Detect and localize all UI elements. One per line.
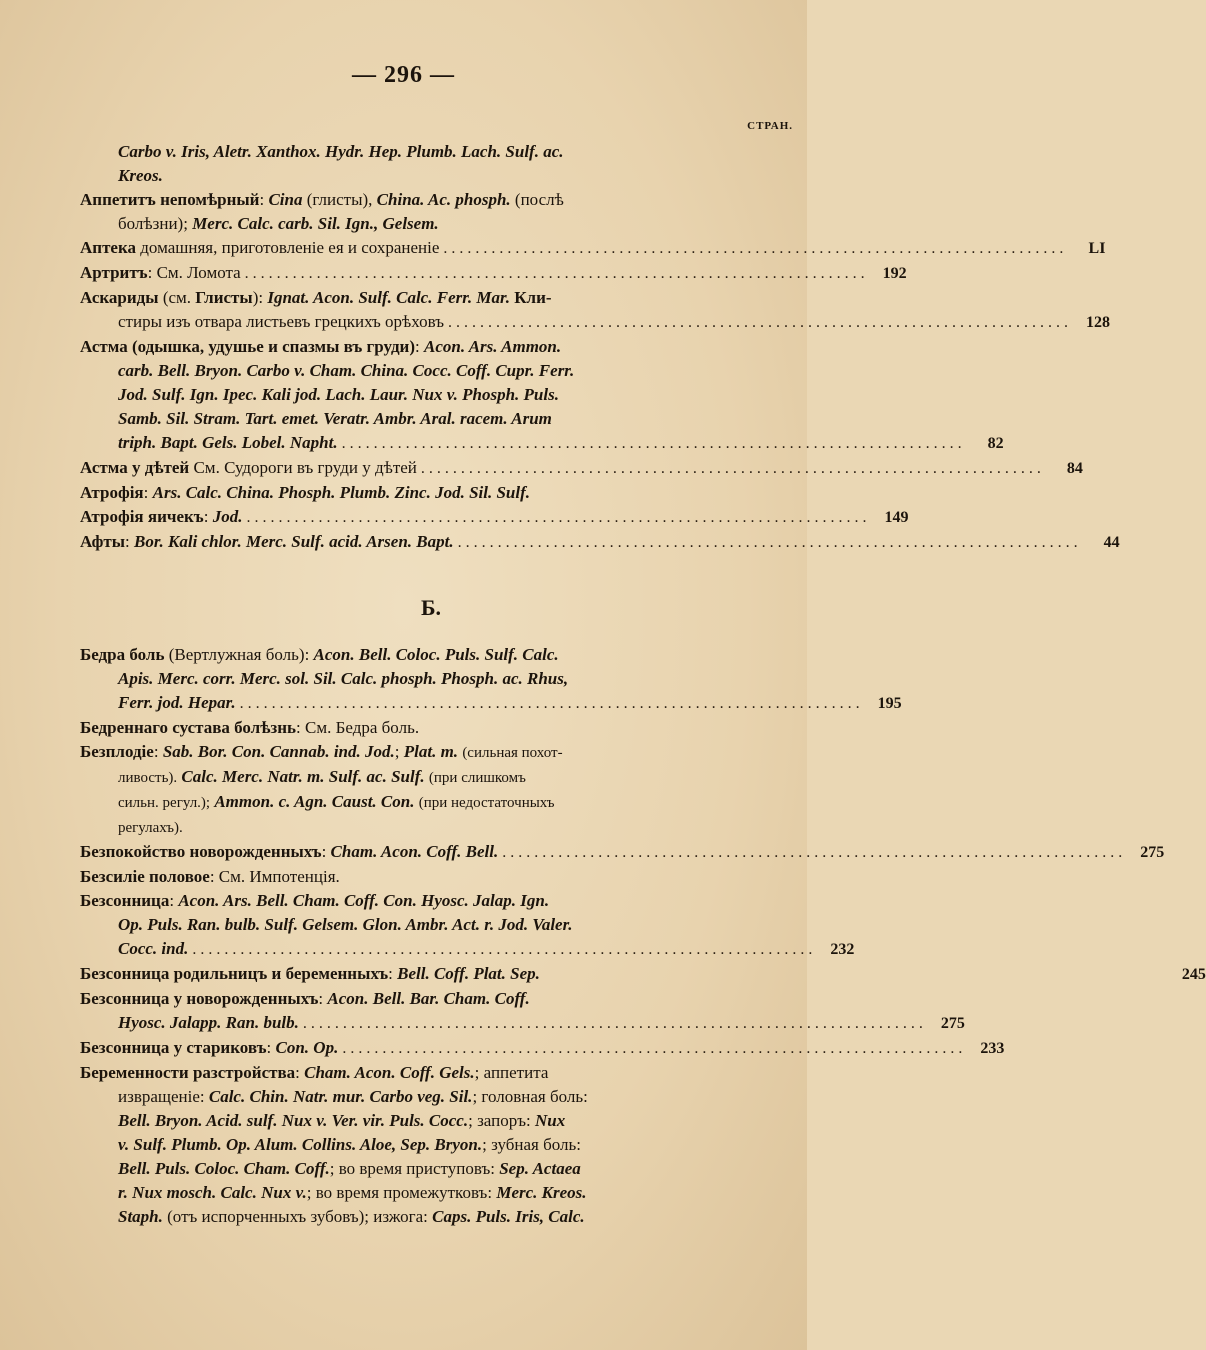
entry-text: Jod. Sulf. Ign. Ipec. Kali jod. Lach. Laur. Nux v. Phosph. Puls. [118,385,559,404]
index-entry-line [80,1157,782,1181]
entry-text: Bell. Bryon. Acid. sulf. Nux v. Ver. vir. Puls. Cocc.; запоръ: Nux [118,1111,566,1130]
dot-leader [458,531,1078,555]
index-entry-line [80,1085,782,1109]
index-entry-line [80,481,782,505]
index-entry [80,456,1083,481]
index-entry [80,865,782,889]
index-entry-line [80,188,782,212]
index-entry-line [80,456,1083,481]
index-entry-line [80,1205,782,1229]
entry-text: извращеніе: Calc. Chin. Natr. mur. Carbo veg. Sil.; головная боль: [118,1087,588,1106]
index-entry [80,505,909,530]
index-entry-line [80,431,1004,456]
index-entry-line [80,530,1120,555]
page-reference: LI [1088,240,1106,257]
entry-text: Cocc. ind. [118,939,189,958]
index-entry [80,188,782,236]
index-entry [80,140,782,188]
entry-text: Беременности разстройства: Cham. Acon. Coff. Gels.; аппетита [80,1063,549,1082]
index-entry-line [80,1036,1005,1061]
dot-leader [303,1012,923,1036]
index-entry [80,1036,1005,1061]
page-reference: 84 [1066,460,1083,477]
index-entry-line [80,716,782,740]
index-entry-line [80,359,782,383]
entry-text: Безсонница у новорожденныхъ: Acon. Bell. Bar. Cham. Coff. [80,989,530,1008]
page-reference: 128 [1086,314,1110,331]
dot-leader [240,692,860,716]
dot-leader [192,938,812,962]
dot-leader [448,311,1068,335]
page-reference: 149 [884,509,909,526]
index-content [80,140,1206,1229]
entry-text: Bell. Puls. Coloc. Cham. Coff.; во время приступовъ: Sep. Actaea [118,1159,581,1178]
entry-text: Аппетитъ непомѣрный: Cina (глисты), China. Ac. phosph. (послѣ [80,190,564,209]
page-reference: 195 [877,695,902,712]
entry-text: Безсиліе половое: См. Импотенція. [80,867,340,886]
index-entry-line [80,335,782,359]
index-entry [80,889,855,962]
entry-text: Безпокойство новорожденныхъ: Cham. Acon. Coff. Bell. [80,842,499,861]
entry-text: Hyosc. Jalapp. Ran. bulb. [118,1013,299,1032]
entry-text: Безсонница родильницъ и беременныхъ: Bell. Coff. Plat. Sep. [80,964,540,983]
index-entry-line [80,236,1106,261]
page-reference: 44 [1103,534,1120,551]
dot-leader [421,457,1041,481]
index-entry-line [80,815,782,840]
page-reference: 82 [987,435,1004,452]
entry-text: Безсонница у стариковъ: Con. Op. [80,1038,339,1057]
index-entry [80,840,1165,865]
dot-leader [443,237,1063,261]
entry-text: triph. Bapt. Gels. Lobel. Napht. [118,433,338,452]
page-reference: 192 [882,265,907,282]
index-entry [80,1061,782,1229]
entry-text: carb. Bell. Bryon. Carbo v. Cham. China. Cocc. Coff. Cupr. Ferr. [118,361,575,380]
entry-text: Атрофія: Ars. Calc. China. Phosph. Plumb. Zinc. Jod. Sil. Sulf. [80,483,531,502]
entry-text: Астма у дѣтей См. Судороги въ груди у дѣтей [80,458,417,477]
entry-text: v. Sulf. Plumb. Op. Alum. Collins. Aloe, Sep. Bryon.; зубная боль: [118,1135,582,1154]
entry-text: Staph. (отъ испорченныхъ зубовъ); изжога: Caps. Puls. Iris, Calc. [118,1207,585,1226]
dot-leader [245,262,865,286]
column-header: СТРАН. [747,120,793,132]
index-entry-line [80,790,782,815]
entry-text: Ferr. jod. Hepar. [118,693,236,712]
index-entry-line [80,286,782,310]
entry-text: ливость). Calc. Merc. Natr. m. Sulf. ac. Sulf. (при слишкомъ [118,767,526,786]
entry-text: сильн. регул.); Ammon. c. Agn. Caust. Con. (при недостаточныхъ [118,792,555,811]
entry-text: Аскариды (см. Глисты): Ignat. Acon. Sulf. Calc. Ferr. Mar. Кли- [80,288,552,307]
index-entry-line [80,505,909,530]
index-entry-line [80,140,782,164]
index-entry-line [80,310,1110,335]
index-entry [80,236,1106,261]
page-reference: 233 [980,1040,1005,1057]
index-entry-line [80,937,855,962]
index-section-a [80,140,1120,555]
index-entry-line [80,1061,782,1085]
index-entry-line [80,865,782,889]
entry-text: r. Nux mosch. Calc. Nux v.; во время промежутковъ: Merc. Kreos. [118,1183,587,1202]
dot-leader [342,1037,962,1061]
dot-leader [502,841,1122,865]
index-entry-line [80,765,782,790]
section-heading-b: Б. [420,595,442,620]
entry-text: Безплодіе: Sab. Bor. Con. Cannab. ind. Jod.; Plat. m. (сильная похот- [80,742,563,761]
index-entry-line [80,643,782,667]
index-entry-line [80,407,782,431]
page-reference: 275 [940,1015,965,1032]
index-entry-line [80,913,782,937]
entry-text: Безсонница: Acon. Ars. Bell. Cham. Coff. Con. Hyosc. Jalap. Ign. [80,891,550,910]
index-entry-line [80,1011,965,1036]
index-entry [80,261,907,286]
index-entry-line [80,889,782,913]
page-reference: 232 [830,941,855,958]
index-entry-line [80,164,782,188]
index-entry [80,716,782,740]
entry-text: Астма (одышка, удушье и спазмы въ груди): Acon. Ars. Ammon. [80,337,562,356]
entry-text: Apis. Merc. corr. Merc. sol. Sil. Calc. phosph. Phosph. ac. Rhus, [118,669,569,688]
page-reference: 275 [1140,844,1165,861]
entry-text: Афты: Bor. Kali chlor. Merc. Sulf. acid. Arsen. Bapt. [80,532,454,551]
entry-text: Аптека домашняя, приготовленіе ея и сохраненіе [80,238,440,257]
entry-text: стиры изъ отвара листьевъ грецкихъ орѣховъ [118,312,444,331]
page-reference: 245 [1181,966,1206,983]
index-entry-line [80,1181,782,1205]
index-entry [80,481,782,505]
entry-text: Бедра боль (Вертлужная боль): Acon. Bell. Coloc. Puls. Sulf. Calc. [80,645,559,664]
entry-text: Op. Puls. Ran. bulb. Sulf. Gelsem. Glon. Ambr. Act. r. Jod. Valer. [118,915,573,934]
index-entry [80,962,1206,987]
index-section-b [80,643,1206,1229]
index-entry-line [80,691,902,716]
index-entry-line [80,962,1206,987]
index-entry-line [80,1133,782,1157]
entry-text: Samb. Sil. Stram. Tart. emet. Veratr. Ambr. Aral. racem. Arum [118,409,552,428]
index-entry [80,643,902,716]
index-entry-line [80,987,782,1011]
entry-text: Артритъ: См. Ломота [80,263,241,282]
dot-leader [246,506,866,530]
index-entry [80,740,782,840]
entry-text: Бедреннаго сустава болѣзнь: См. Бедра боль. [80,718,420,737]
index-entry-line [80,1109,782,1133]
dot-leader [342,432,962,456]
index-entry-line [80,383,782,407]
index-entry-line [80,840,1165,865]
index-entry [80,286,1110,335]
entry-text: регулахъ). [118,820,183,836]
index-entry [80,530,1120,555]
index-entry [80,335,1004,456]
entry-text: Kreos. [118,166,163,185]
entry-text: Атрофія яичекъ: Jod. [80,507,243,526]
index-entry-line [80,667,782,691]
index-entry-line [80,261,907,286]
index-entry [80,987,965,1036]
index-entry-line [80,740,782,765]
entry-text: болѣзни); Merc. Calc. carb. Sil. Ign., Gelsem. [118,214,439,233]
entry-text: Carbo v. Iris, Aletr. Xanthox. Hydr. Hep. Plumb. Lach. Sulf. ac. [118,142,564,161]
page-number: — 296 — [352,62,455,88]
index-entry-line [80,212,782,236]
